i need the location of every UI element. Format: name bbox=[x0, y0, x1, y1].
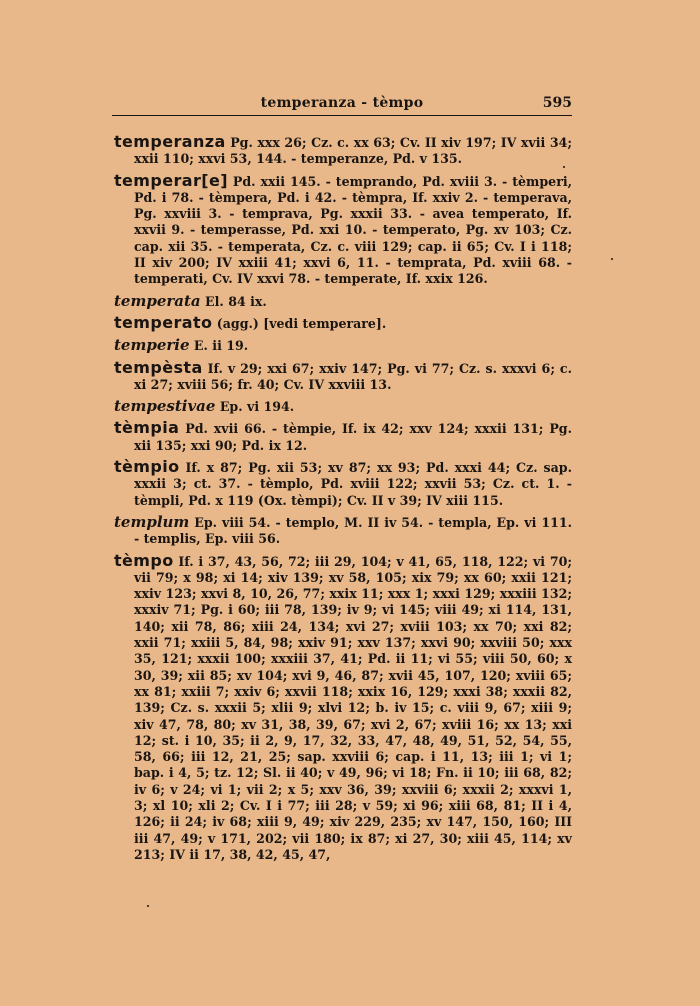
entry-citations: If. i 37, 43, 56, 72; iii 29, 104; v 41, 65, 118, 122; vi 70; vii 79; x 98; xi 14; xiv 139; xv 58, 105; xix 79; xx 60; xxii 121; xxiv 123; xxvi 8, 10, 26, 77; xxix 11; xxx 1; xxxi 129; xxxiii 132; xxxiv 71; Pg. i 60; iii 78, 139; iv 9; vi 145; viii 49; xi 114, 131, 140; xii 78, 86; xiii 24, 134; xvi 27; xviii 103; xx 70; xxi 82; xxii 71; xxiii 5, 84, 98; xxiv 91; xxv 137; xxvi 90; xxviii 50; xxx 35, 121; xxxii 100; xxxiii 37, 41; Pd. ii 11; vi 55; viii 50, 60; x 30, 39; xii 85; xv 104; xvi 9, 46, 87; xvii 45, 107, 120; xviii 65; xx 81; xxiii 7; xxiv 6; xxvii 118; xxix 16, 129; xxxi 38; xxxii 82, 139; Cz. s. xxxii 5; xlii 9; xlvi 12; b. iv 15; c. viii 9, 67; xiii 9; xiv 47, 78, 80; xv 31, 38, 39, 67; xvi 2, 67; xviii 16; xx 13; xxi 12; st. i 10, 35; ii 2, 9, 17, 32, 33, 47, 48, 49, 51, 52, 54, 55, 58, 66; iii 12, 21, 25; sap. xxviii 6; cap. i 11, 13; iii 1; vi 1; bap. i 4, 5; tz. 12; Sl. ii 40; v 49, 96; vi 18; Fn. ii 10; iii 68, 82; iv 6; v 24; vi 1; vii 2; x 5; xxv 36, 39; xxviii 6; xxxii 2; xxxvi 1, 3; xl 10; xli 2; Cv. I i 77; iii 28; v 59; xi 96; xiii 68, 81; II i 4, 126; ii 24; iv 68; xiii 9, 49; xiv 229, 235; xv 147, 150, 160; III iii 47, 49; v 171, 202; vii 180; ix 87; xi 27, 30; xiii 45, 114; xv 213; IV ii 17, 38, 42, 45, 47, bbox=[134, 553, 572, 862]
ink-speck bbox=[563, 166, 565, 168]
dictionary-entry bbox=[114, 293, 572, 310]
entry-headword: templum bbox=[114, 512, 190, 531]
entry-citations: Pg. xxx 26; Cz. c. xx 63; Cv. II xiv 197; IV xvii 34; xxii 110; xxvi 53, 144. - temperanze, Pd. v 135. bbox=[134, 135, 572, 167]
dictionary-entry bbox=[114, 312, 572, 332]
dictionary-entry bbox=[114, 550, 572, 864]
entry-citations: If. v 29; xxi 67; xxiv 147; Pg. vi 77; Cz. s. xxxvi 6; c. xi 27; xviii 56; fr. 40; Cv. IV xxviii 13. bbox=[134, 360, 572, 392]
entry-citations: Pd. xvii 66. - tèmpie, If. ix 42; xxv 124; xxxii 131; Pg. xii 135; xxi 90; Pd. ix 12. bbox=[134, 421, 572, 453]
entry-citations: Ep. vi 194. bbox=[219, 399, 295, 415]
entry-list bbox=[114, 134, 572, 868]
entry-citations: If. x 87; Pg. xii 53; xv 87; xx 93; Pd. xxxi 44; Cz. sap. xxxii 3; ct. 37. - tèmplo, Pd. xviii 122; xxvii 53; Cz. ct. 1. - tèmpli, Pd. x 119 (Ox. tèmpi); Cv. II v 39; IV xiii 115. bbox=[134, 460, 573, 508]
page-number: 595 bbox=[542, 95, 572, 111]
running-head-title: temperanza - tèmpo bbox=[260, 95, 424, 111]
entry-citations: El. 84 ix. bbox=[205, 293, 267, 309]
dictionary-entry bbox=[114, 134, 572, 168]
entry-headword: temperanza bbox=[114, 132, 226, 151]
dictionary-entry bbox=[114, 514, 572, 548]
entry-headword: tempestivae bbox=[114, 397, 216, 416]
entry-headword: tempèsta bbox=[114, 357, 203, 377]
entry-headword: temperie bbox=[114, 336, 190, 355]
entry-headword: tèmpia bbox=[114, 418, 180, 438]
entry-headword: temperar[e] bbox=[114, 170, 228, 190]
entry-headword: temperata bbox=[114, 291, 201, 310]
running-head bbox=[112, 95, 572, 116]
entry-citations: (agg.) [vedi temperare]. bbox=[216, 315, 387, 331]
entry-citations: Pd. xxii 145. - temprando, Pd. xviii 3. - tèmperi, Pd. i 78. - tèmpera, Pd. i 42. - tèmpra, If. xxiv 2. - temperava, Pg. xxviii 3. - temprava, Pg. xxxii 33. - avea temperato, If. xxvii 9. - temperasse, Pd. xxi 10. - temperato, Pg. xv 103; Cz. cap. xii 35. - temperata, Cz. c. viii 129; cap. ii 65; Cv. I i 118; II xiv 200; IV xxiii 41; xxvi 6, 11. - temprata, Pd. xviii 68. - temperati, Cv. IV xxvi 78. - temperate, If. xxix 126. bbox=[134, 173, 572, 287]
dictionary-entry bbox=[114, 357, 572, 394]
dictionary-entry bbox=[114, 337, 572, 354]
dictionary-entry bbox=[114, 170, 572, 288]
entry-citations: Ep. viii 54. - templo, M. II iv 54. - templa, Ep. vi 111. - templis, Ep. viii 56. bbox=[134, 514, 573, 547]
entry-citations: E. ii 19. bbox=[193, 338, 249, 354]
dictionary-entry bbox=[114, 420, 572, 454]
entry-headword: temperato bbox=[114, 312, 213, 332]
entry-headword: tèmpo bbox=[114, 550, 174, 570]
ink-speck bbox=[611, 258, 613, 260]
ink-speck bbox=[147, 905, 149, 907]
entry-headword: tèmpio bbox=[114, 457, 180, 477]
dictionary-entry bbox=[114, 398, 572, 415]
dictionary-entry bbox=[114, 459, 572, 509]
